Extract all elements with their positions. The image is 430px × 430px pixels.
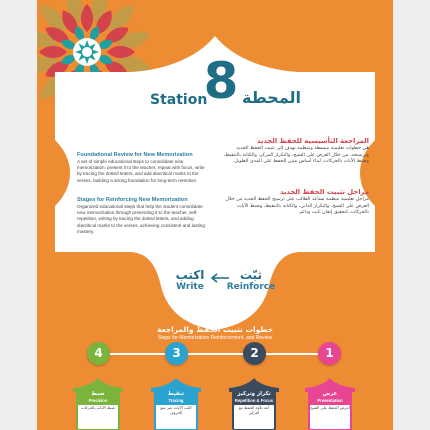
step-2-title-en: Repetition & Focus [234, 398, 274, 403]
step-3-description: اكتب الآيات عبر تتبع الحروف [156, 405, 196, 429]
step-card-tracing [151, 378, 201, 430]
station-label-ar: المحطة [242, 88, 302, 107]
reinforce-en: Reinforce [226, 282, 276, 292]
english-section-2 [77, 197, 210, 235]
step-3-number: 3 [165, 342, 188, 365]
step-3-title-en: Tracing [168, 398, 184, 403]
step-2-description: أعد تلاوة الحفظ مع التركيز [234, 405, 274, 429]
step-1-title-ar: عرض [322, 391, 338, 397]
write-en: Write [176, 282, 204, 292]
english-section-1 [77, 152, 210, 184]
arabic-section-1-body: هي خطوات تعليمية مبسطة ومنظمة تهدف إلى تثبيت الحفظ الجديد وترسيخه، من خلال العرض على الشيخ، والتكرار المركز، والكتابة بالتنقيط، وضبط الآيات بالحركات، لبناء أساس متين للحفظ على المدى الطويل. [223, 146, 369, 165]
arabic-section-2-body: مراحل تعليمية منظمة تساعد الطالب على ترسيخ الحفظ الجديد من خلال العرض على الشيخ، والتكرار الذاتي، والكتابة بالتنقيط، وضبط الآيات بالحركات، لتحقيق إتقان ثابت ودائم. [225, 197, 369, 216]
steps-title-en: Steps for Memorization Reinforcement, and Review [157, 335, 273, 341]
reinforce-verb [223, 268, 279, 293]
step-card-repetition [229, 378, 279, 430]
english-section-2-body: Organized educational steps that help the student consolidate new memorization through presenting it to the teacher, self-repetition, writing by tracing the dotted letters, and adding diacritical marks to the verses, achieving consistent and lasting mastery. [77, 204, 205, 234]
english-section-1-body: A set of simple educational steps to consolidate new memorization: present it to the teacher, repeat with focus, write by tracing the dotted letters, and add diacritical marks to the verses, building a strong foundation for long-term retention. [77, 159, 205, 183]
step-2-title-ar: تكرار وتركيز [237, 391, 271, 397]
step-card-precision [73, 378, 123, 430]
step-3-title-ar: تنقيط [167, 391, 185, 397]
step-4-title-en: Precision [88, 398, 108, 403]
arabic-section-2 [223, 188, 369, 217]
step-card-presentation [305, 378, 355, 430]
arabic-section-2-title: مراحل تثبيت الحفظ الجديد [279, 188, 369, 196]
write-ar: اكتب [175, 268, 205, 282]
english-section-2-title: Stages for Reinforcing New Memorization [77, 197, 188, 203]
write-verb [165, 268, 215, 293]
english-section-1-title: Foundational Review for New Memorization [77, 152, 193, 158]
step-4-description: ضبط الآيات بالحركات [78, 405, 118, 429]
station-label-en: Station [150, 92, 208, 108]
steps-connector [99, 353, 319, 355]
step-1-description: اعرض الحفظ على الشيخ [310, 405, 350, 429]
step-1-title-en: Presentation [317, 398, 343, 403]
step-4-title-ar: ضبط [91, 391, 105, 397]
station-number: 8 [203, 52, 239, 110]
step-2-number: 2 [243, 342, 266, 365]
steps-title-ar: خطوات تثبيت الحفظ والمراجعة [156, 325, 273, 334]
step-1-number: 1 [318, 342, 341, 365]
arabic-section-1 [223, 137, 369, 166]
poster [37, 0, 393, 430]
reinforce-ar: ثبّت [239, 268, 263, 282]
step-4-number: 4 [87, 342, 110, 365]
arabic-section-1-title: المراجعة التأسيسية للحفظ الجديد [256, 137, 369, 145]
